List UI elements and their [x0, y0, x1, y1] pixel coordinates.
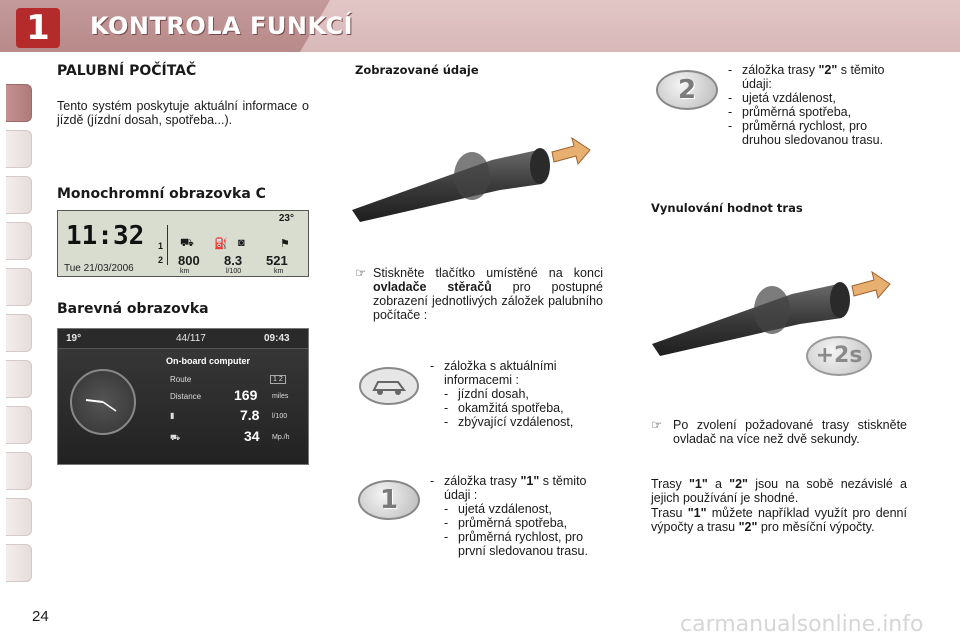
intro-paragraph: Tento systém poskytuje aktuální informace o jízdě (jízdní dosah, spotřeba...).	[57, 99, 309, 127]
color-row2-unit: miles	[272, 393, 289, 400]
trip1-intro-pre: záložka trasy	[444, 474, 517, 488]
mono-heading: Monochromní obrazovka C	[57, 186, 266, 202]
color-display	[57, 328, 309, 465]
mono-display	[57, 210, 309, 277]
side-tab-1[interactable]	[6, 84, 32, 122]
color-row3-unit: l/100	[272, 413, 288, 420]
usage-paragraph	[651, 506, 907, 534]
trip1-list: - záložka trasy "1" s těmito údaji : - ujetá vzdálenost, - průměrná spotřeba, - průměrná rychlost, pro první sledovanou trasu.	[430, 474, 606, 558]
p2-bold-1: "1"	[687, 506, 707, 520]
p2-bold-2: "2"	[738, 520, 758, 534]
car-icon: ⛟	[180, 237, 194, 249]
side-tab-4[interactable]	[6, 222, 32, 260]
color-title: On-board computer	[166, 356, 251, 366]
list-item: průměrná spotřeba,	[458, 516, 568, 530]
trip1-intro-bold: "1"	[520, 474, 540, 488]
mono-date: Tue 21/03/2006	[64, 263, 134, 274]
color-station: 44/117	[176, 333, 206, 344]
current-info-intro: záložka s aktuálními informacemi :	[444, 359, 557, 387]
list-item: průměrná rychlost, pro první sledovanou trasu.	[458, 530, 588, 558]
fuel-icon-small: ▮	[170, 411, 175, 420]
mono-temp: 23°	[278, 213, 294, 224]
color-temp: 19°	[66, 333, 82, 344]
side-tab-8[interactable]	[6, 406, 32, 444]
list-item: ujetá vzdálenost,	[742, 91, 836, 105]
list-item: průměrná rychlost, pro druhou sledovanou trasu.	[742, 119, 884, 147]
p2-post: pro měsíční výpočty.	[760, 520, 875, 534]
color-time: 09:43	[264, 333, 290, 344]
side-tab-7[interactable]	[6, 360, 32, 398]
side-tab-5[interactable]	[6, 268, 32, 306]
fuel-icon: ⛽	[214, 238, 228, 250]
color-topbar	[58, 329, 308, 349]
mono-unit-2: l/100	[226, 268, 242, 275]
side-tab-11[interactable]	[6, 544, 32, 582]
pointer-icon: ☞	[651, 418, 663, 432]
trip2-intro-post: s těmito údaji:	[742, 63, 885, 91]
color-row1-tabs: 1 2	[270, 375, 286, 384]
wiper-stalk-illustration-1	[352, 132, 592, 222]
p1-mid: a	[715, 477, 722, 491]
p1-bold-1: "1"	[689, 477, 708, 491]
side-tab-6[interactable]	[6, 314, 32, 352]
section-heading: PALUBNÍ POČÍTAČ	[57, 63, 197, 79]
color-row3-value: 7.8	[240, 407, 260, 423]
mono-unit-1: km	[180, 268, 190, 275]
p2-pre: Trasu	[651, 506, 683, 520]
page-title: KONTROLA FUNKCÍ	[90, 12, 354, 40]
color-row4-value: 34	[244, 428, 260, 444]
car-icon-small: ⛟	[170, 433, 181, 442]
trip2-intro-bold: "2"	[818, 63, 838, 77]
color-row4-unit: Mp./h	[272, 434, 290, 441]
trip2-list: - záložka trasy "2" s těmito údaji: - ujetá vzdálenost, - průměrná spotřeba, - průměrná rychlost, pro druhou sledovanou trasu.	[728, 63, 906, 147]
pointer-icon: ☞	[355, 266, 367, 280]
gauge-icon: ◙	[238, 237, 245, 249]
mono-tab-2: 2	[158, 255, 164, 265]
watermark: carmanualsonline.info	[680, 612, 924, 637]
mono-value-2: 8.3	[224, 253, 243, 268]
trip2-intro-pre: záložka trasy	[742, 63, 815, 77]
instruction-pre: Stiskněte tlačítko umístěné na konci	[373, 266, 603, 280]
car-tab-badge	[358, 366, 420, 406]
instruction-bold: ovladače stěračů	[373, 280, 492, 294]
side-tabs	[0, 60, 38, 580]
list-item: okamžitá spotřeba,	[458, 401, 564, 415]
trip1-intro-post: s těmito údaji :	[444, 474, 587, 502]
side-tab-3[interactable]	[6, 176, 32, 214]
flag-icon: ⚑	[280, 238, 290, 250]
p1-bold-2: "2"	[729, 477, 748, 491]
press-instruction	[355, 266, 603, 322]
instruction-post: pro postupné zobrazení jednotlivých záložek palubního počítače :	[373, 280, 603, 322]
side-tab-9[interactable]	[6, 452, 32, 490]
page-number: 24	[32, 608, 49, 625]
side-tab-2[interactable]	[6, 130, 32, 168]
color-row1-label: Route	[170, 375, 192, 384]
p1-pre: Trasy	[651, 477, 682, 491]
chapter-number: 1	[16, 8, 60, 48]
mono-value-3: 521	[266, 253, 288, 268]
reset-instruction-text: Po zvolení požadované trasy stiskněte ovladač na více než dvě sekundy.	[673, 418, 907, 446]
color-row2-value: 169	[234, 387, 258, 403]
reset-heading: Vynulování hodnot tras	[651, 201, 803, 215]
color-row2-label: Distance	[170, 392, 202, 401]
two-second-badge: +2s	[806, 336, 872, 376]
list-item: ujetá vzdálenost,	[458, 502, 552, 516]
mono-value-1: 800	[178, 253, 200, 268]
color-heading: Barevná obrazovka	[57, 301, 209, 317]
side-tab-10[interactable]	[6, 498, 32, 536]
displayed-data-heading: Zobrazované údaje	[355, 63, 479, 77]
tab-2-badge: 2	[656, 70, 718, 110]
p1-post: jsou na sobě nezávislé a jejich používání je shodné.	[651, 477, 907, 505]
mono-unit-3: km	[274, 268, 284, 275]
list-item: průměrná spotřeba,	[742, 105, 852, 119]
mono-time: 11:32	[66, 221, 145, 251]
mono-tab-1: 1	[158, 241, 164, 251]
reset-instruction	[651, 418, 907, 446]
clock-icon	[70, 369, 136, 435]
tab-1-badge: 1	[358, 480, 420, 520]
p2-mid: můžete například využít pro denní výpočty a trasu	[651, 506, 907, 534]
current-info-list: - záložka s aktuálními informacemi : - jízdní dosah, - okamžitá spotřeba, - zbývající vzdálenost,	[430, 359, 606, 429]
list-item: zbývající vzdálenost,	[458, 415, 574, 429]
independence-paragraph	[651, 477, 907, 505]
list-item: jízdní dosah,	[458, 387, 529, 401]
